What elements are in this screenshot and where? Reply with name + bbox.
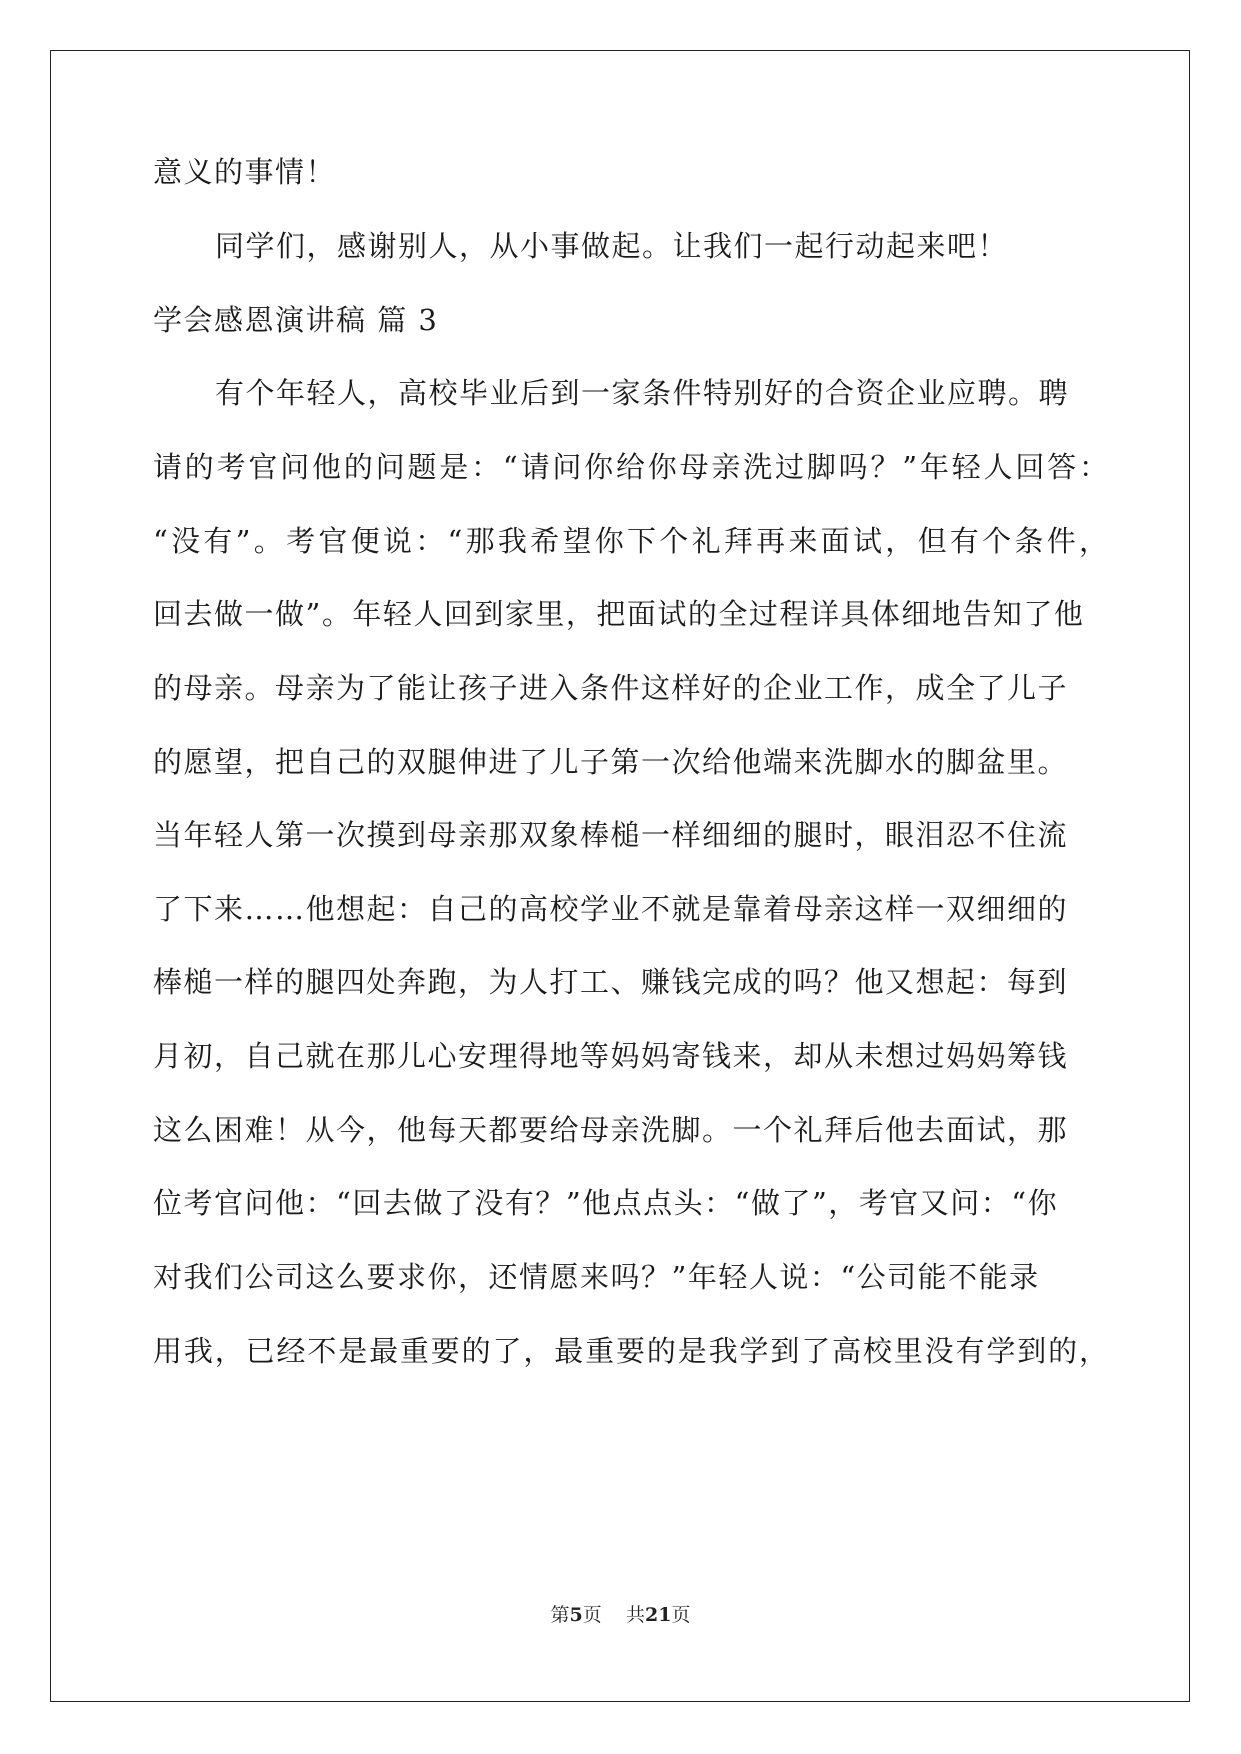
total-suffix: 页 <box>671 1604 691 1626</box>
text-line: 有个年轻人，高校毕业后到一家条件特别好的合资企业应聘。聘 <box>215 376 1070 410</box>
text-line: 意义的事情！ <box>153 155 337 189</box>
page-footer <box>0 1600 1241 1627</box>
page-number: 5 <box>569 1604 583 1626</box>
text-line: 对我们公司这么要求你，还情愿来吗？”年轻人说：“公司能不能录 <box>153 1260 1040 1294</box>
text-line: 请的考官问他的问题是：“请问你给你母亲洗过脚吗？”年轻人回答： <box>153 450 1108 484</box>
page-suffix: 页 <box>582 1604 602 1626</box>
text-line: 月初，自己就在那儿心安理得地等妈妈寄钱来，却从未想过妈妈筹钱 <box>153 1039 1069 1073</box>
text-line: 同学们，感谢别人，从小事做起。让我们一起行动起来吧！ <box>215 229 1009 263</box>
text-line: 当年轻人第一次摸到母亲那双象棒槌一样细细的腿时，眼泪忍不住流 <box>153 818 1069 852</box>
text-line: “没有”。考官便说：“那我希望你下个礼拜再来面试，但有个条件， <box>153 524 1108 558</box>
section-heading: 学会感恩演讲稿 篇 3 <box>153 303 439 337</box>
total-prefix: 共 <box>625 1604 645 1626</box>
text-line: 棒槌一样的腿四处奔跑，为人打工、赚钱完成的吗？他又想起：每到 <box>153 965 1069 999</box>
text-line: 回去做一做”。年轻人回到家里，把面试的全过程详具体细地告知了他 <box>153 597 1085 631</box>
text-line: 了下来……他想起：自己的高校学业不就是靠着母亲这样一双细细的 <box>153 892 1069 926</box>
text-line: 的母亲。母亲为了能让孩子进入条件这样好的企业工作，成全了儿子 <box>153 671 1069 705</box>
total-pages: 21 <box>644 1604 672 1626</box>
text-line: 的愿望，把自己的双腿伸进了儿子第一次给他端来洗脚水的脚盆里。 <box>153 745 1069 779</box>
page-prefix: 第 <box>550 1604 570 1626</box>
text-line: 这么困难！从今，他每天都要给母亲洗脚。一个礼拜后他去面试，那 <box>153 1113 1069 1147</box>
text-line: 用我，已经不是最重要的了，最重要的是我学到了高校里没有学到的， <box>153 1334 1108 1368</box>
text-line: 位考官问他：“回去做了没有？”他点点头：“做了”，考官又问：“你 <box>153 1186 1059 1220</box>
page-border <box>50 50 1190 1702</box>
